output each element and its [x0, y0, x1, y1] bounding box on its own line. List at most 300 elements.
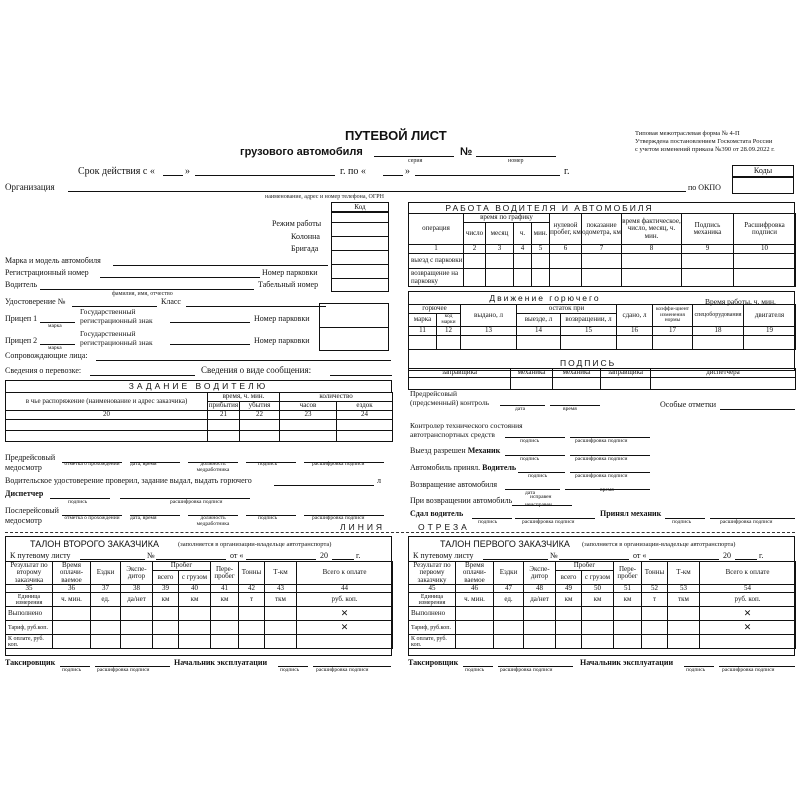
th-hours: ч. [514, 223, 532, 245]
time-caption: время [563, 406, 577, 412]
cell[interactable] [693, 336, 744, 350]
carrier-field[interactable] [90, 366, 195, 376]
accepted-text: Автомобиль принял. [410, 463, 481, 472]
validity-to-month-field[interactable] [415, 166, 560, 176]
quote: » [185, 166, 190, 177]
row-tariff: Тариф, руб.коп. [409, 621, 456, 635]
carrier-label: Сведения о перевозке: [5, 366, 82, 375]
cell[interactable] [179, 635, 211, 649]
cell[interactable] [682, 269, 734, 287]
cell[interactable] [486, 254, 514, 269]
cell[interactable] [614, 607, 642, 621]
coupon2-date-field[interactable] [246, 551, 316, 560]
year-label: 20 [723, 551, 731, 560]
cell[interactable] [582, 635, 614, 649]
th-handed: сдано, л [617, 305, 653, 327]
cell[interactable] [464, 269, 486, 287]
col-num: 15 [561, 327, 617, 336]
decode-caption: расшифровка подписи [312, 515, 365, 521]
cell[interactable] [211, 635, 239, 649]
th-total-mileage: всего [153, 571, 179, 585]
col-num: 48 [524, 585, 556, 593]
unit: т [239, 593, 265, 607]
th-issued: выдано, л [461, 305, 517, 327]
cell[interactable] [265, 621, 297, 635]
pre-control-date-field[interactable] [500, 396, 545, 406]
no-label: № [147, 551, 155, 560]
dispatcher-label: Диспетчер [5, 489, 44, 498]
col-num: 24 [337, 411, 393, 420]
exit-allowed-label [410, 446, 500, 455]
cut-label-right: ОТРЕЗА [418, 522, 470, 532]
unit: ткм [668, 593, 700, 607]
cell[interactable] [265, 635, 297, 649]
th-result: 35 [6, 585, 53, 593]
cell[interactable] [121, 635, 153, 649]
accepted-decode-field[interactable] [570, 463, 650, 473]
validity-from-label: Срок действия с « [78, 166, 155, 177]
row-done: Выполнено [409, 607, 456, 621]
trailer1-reg-field[interactable] [170, 314, 250, 323]
cell[interactable] [153, 621, 179, 635]
th-trips: ездок [337, 402, 393, 411]
signatures-table [408, 368, 796, 390]
cell[interactable] [734, 254, 796, 269]
coupon1-date-field[interactable] [649, 551, 719, 560]
unit: т [642, 593, 668, 607]
th-trips: Ездки [91, 562, 121, 585]
park-number-label: Номер парковки [254, 336, 310, 345]
coupon2-table [5, 561, 393, 649]
taxi-sign-field[interactable] [463, 658, 493, 667]
task-title: ЗАДАНИЕ ВОДИТЕЛЮ [5, 380, 392, 392]
taxi-decode-field[interactable] [498, 658, 573, 667]
mechanic-text: Механик [467, 446, 501, 455]
cell[interactable] [524, 607, 556, 621]
trailer2-brand-field[interactable] [40, 336, 75, 345]
escort-label: Сопровождающие лица: [5, 351, 88, 360]
row-return: возвращение на парковку [409, 269, 464, 287]
tech-decode-field[interactable] [570, 428, 650, 438]
cell[interactable] [486, 269, 514, 287]
trailer1-brand-field[interactable] [40, 314, 75, 323]
sign-caption: подпись [280, 667, 300, 673]
sign-caption: подпись [465, 667, 485, 673]
cell[interactable] [437, 336, 461, 350]
coupon2-note: (заполняется в организации-владельце автотранспорта) [178, 541, 332, 548]
cell[interactable] [582, 254, 622, 269]
exit-sign-field[interactable] [505, 446, 565, 456]
divider [331, 250, 389, 251]
message-field[interactable] [330, 366, 392, 376]
unit: руб. коп. [297, 593, 393, 607]
cell[interactable] [642, 635, 668, 649]
decode-caption: расшифровка подписи [575, 438, 628, 444]
col-num: 11 [409, 327, 437, 336]
handed-driver-label: Сдал водитель [410, 509, 464, 518]
approval-line: Утверждена постановлением Госкомстата России [635, 138, 773, 145]
trailer2-reg-field[interactable] [170, 336, 250, 345]
codes-header: Коды [732, 165, 794, 177]
cell[interactable] [653, 336, 693, 350]
unit: да/нет [121, 593, 153, 607]
cell[interactable] [179, 621, 211, 635]
cell[interactable] [517, 336, 561, 350]
cell[interactable] [582, 621, 614, 635]
col-num: 6 [550, 245, 582, 254]
position-caption: должность медработника [196, 515, 230, 527]
class-field[interactable] [186, 297, 326, 307]
cell[interactable] [239, 621, 265, 635]
fuel-table [408, 304, 796, 350]
row-done: Выполнено [6, 607, 53, 621]
cross-icon: ✕ [297, 607, 393, 621]
cell[interactable] [456, 621, 494, 635]
cell[interactable] [524, 621, 556, 635]
th-overrun: Пере-пробег [211, 562, 239, 585]
took-decode-field[interactable] [710, 509, 795, 519]
license-check-label: Водительское удостоверение проверил, задание выдал, выдать горючего [5, 476, 252, 485]
code-box [331, 212, 389, 292]
sign-caption: подпись [478, 519, 498, 525]
cell[interactable] [514, 254, 532, 269]
number-caption: номер [508, 158, 524, 164]
decode-caption: расшифровка подписи [170, 499, 223, 505]
cell[interactable] [239, 635, 265, 649]
datetime-caption: дата, время [130, 515, 157, 521]
handed-sign-field[interactable] [472, 509, 512, 519]
chief-decode-field[interactable] [313, 658, 391, 667]
cell[interactable] [668, 621, 700, 635]
work-table [408, 213, 796, 287]
cross-icon: ✕ [297, 621, 393, 635]
coupon1-sheet-field[interactable] [483, 551, 548, 560]
taxi-label: Таксировщик [5, 658, 56, 667]
col-num: 16 [617, 327, 653, 336]
exit-allowed-text: Выезд разрешен [410, 446, 466, 455]
cell[interactable] [153, 607, 179, 621]
date-caption: дата [515, 406, 526, 412]
unit: км [556, 593, 582, 607]
driver-label: Водитель [5, 280, 38, 289]
cell[interactable] [409, 336, 437, 350]
cell[interactable] [601, 378, 651, 390]
divider [331, 278, 389, 279]
cell[interactable] [614, 635, 642, 649]
car-model-field[interactable] [113, 256, 328, 266]
cell[interactable] [651, 378, 796, 390]
cell[interactable] [121, 607, 153, 621]
th-tons: Тонны [642, 562, 668, 585]
col-num: 49 [556, 585, 582, 593]
coupon1-note: (заполняется в организации-владельце автотранспорта) [582, 541, 736, 548]
pre-control-time-field[interactable] [550, 396, 600, 406]
cell[interactable] [494, 621, 524, 635]
col-num: 36 [53, 585, 91, 593]
cell[interactable] [642, 621, 668, 635]
position-caption: должность медработника [196, 461, 230, 473]
driver-field[interactable] [40, 280, 254, 290]
date-caption: дата [525, 490, 536, 496]
cell[interactable] [239, 607, 265, 621]
col-num: 54 [700, 585, 796, 593]
cell[interactable] [622, 269, 682, 287]
cell[interactable] [409, 378, 511, 390]
col-num: 38 [121, 585, 153, 593]
col-num: 46 [456, 585, 494, 593]
sign-caption: подпись [520, 456, 540, 462]
escort-field[interactable] [96, 351, 391, 361]
class-label: Класс [161, 297, 181, 306]
work-mode-label: Режим работы [272, 219, 322, 228]
validity-day-field[interactable] [163, 166, 183, 176]
cell[interactable] [582, 607, 614, 621]
returned-date-field[interactable] [505, 480, 560, 490]
taxi-sign-field[interactable] [60, 658, 90, 667]
cell[interactable] [556, 635, 582, 649]
cell[interactable] [456, 635, 494, 649]
cell[interactable] [297, 635, 393, 649]
cell[interactable] [511, 378, 553, 390]
special-marks-label: Особые отметки [660, 400, 716, 409]
accepted-sign-field[interactable] [518, 463, 565, 473]
cell[interactable] [532, 254, 550, 269]
cell[interactable] [682, 254, 734, 269]
col-num: 39 [153, 585, 179, 593]
form-approval [635, 130, 800, 154]
cell[interactable] [179, 607, 211, 621]
unit: км [614, 593, 642, 607]
dispatcher-sign-field[interactable] [50, 489, 110, 499]
cell[interactable] [208, 420, 240, 431]
from-label: от « [230, 551, 244, 560]
cell[interactable] [280, 420, 337, 431]
cell[interactable] [91, 621, 121, 635]
cell[interactable] [642, 607, 668, 621]
th-paid-time: Время оплачи-ваемое [456, 562, 494, 585]
cell[interactable] [91, 635, 121, 649]
cell[interactable] [53, 621, 91, 635]
org-caption: наименование, адрес и номер телефона, ОГРН [265, 194, 384, 200]
fuel-issue-field[interactable] [274, 476, 374, 486]
trailer2-label: Прицеп 2 [5, 336, 38, 345]
decode-caption: расшифровка подписи [575, 456, 628, 462]
decode-caption: расшифровка подписи [575, 473, 628, 479]
col-num: 3 [486, 245, 514, 254]
decode-caption: расшифровка подписи [316, 667, 369, 673]
th-brand: марка [409, 314, 437, 327]
cell[interactable] [622, 254, 682, 269]
cell[interactable] [582, 269, 622, 287]
coupon1-year-field[interactable] [735, 551, 757, 560]
tab-number-label: Табельный номер [258, 280, 319, 289]
th-loaded: с грузом [179, 571, 211, 585]
cell[interactable] [617, 336, 653, 350]
col-num: 42 [239, 585, 265, 593]
number-field[interactable] [476, 146, 556, 157]
series-field[interactable] [374, 146, 454, 157]
cell[interactable] [553, 378, 601, 390]
validity-to-day-field[interactable] [383, 166, 403, 176]
broken-caption: неисправен [525, 502, 552, 508]
chief-sign-field[interactable] [684, 658, 714, 667]
cell[interactable] [6, 431, 208, 442]
signatures-title: ПОДПИСЬ [560, 358, 617, 368]
sign-caption: подпись [672, 519, 692, 525]
exit-decode-field[interactable] [570, 446, 650, 456]
col-num: 19 [744, 327, 796, 336]
th-result: Результат по второму заказчика [6, 562, 53, 585]
to-sheet-label: К путевому листу [10, 551, 71, 560]
col-num: 13 [461, 327, 517, 336]
chief-label: Начальник эксплуатации [580, 658, 674, 667]
cell[interactable] [208, 431, 240, 442]
th-leave: убытия [240, 402, 280, 411]
sig-dispatcher: диспетчера [651, 369, 796, 378]
unit: км [211, 593, 239, 607]
th-tkm: Т-км [265, 562, 297, 585]
th-code: код марки [437, 314, 461, 327]
cell[interactable] [744, 336, 796, 350]
cell[interactable] [734, 269, 796, 287]
license-field[interactable] [72, 297, 157, 307]
th-time-schedule: время по графику [464, 214, 550, 223]
post-med-label: Послерейсовый медосмотр [5, 506, 59, 525]
unit: км [179, 593, 211, 607]
coupon1-no-field[interactable] [559, 551, 629, 560]
special-marks-field[interactable] [720, 400, 795, 410]
coupon1-title: ТАЛОН ПЕРВОГО ЗАКАЗЧИКА [440, 539, 570, 549]
th-exit: выезде, л [517, 314, 561, 327]
coupon2-sheet-field[interactable] [80, 551, 145, 560]
column-label: Колонна [291, 232, 320, 241]
unit: ткм [265, 593, 297, 607]
cell[interactable] [550, 269, 582, 287]
cell[interactable] [280, 431, 337, 442]
fixed-caption: исправен [530, 494, 552, 500]
tech-control-label: Контролер технического состояния автотранспортных средств [410, 421, 523, 439]
cell[interactable] [524, 635, 556, 649]
cell[interactable] [668, 607, 700, 621]
cell[interactable] [240, 431, 280, 442]
cell[interactable] [91, 607, 121, 621]
col-num: 22 [240, 411, 280, 420]
cell[interactable] [6, 420, 208, 431]
coupon2-year-field[interactable] [332, 551, 354, 560]
unit: ч. мин. [53, 593, 91, 607]
cell[interactable] [532, 269, 550, 287]
to-sheet-label: К путевому листу [413, 551, 474, 560]
col-num: 23 [280, 411, 337, 420]
cell[interactable] [211, 621, 239, 635]
code-header: Код [331, 202, 389, 212]
took-sign-field[interactable] [665, 509, 705, 519]
th-mileage: Пробег [153, 562, 211, 571]
cell[interactable] [556, 621, 582, 635]
reg-number-field[interactable] [100, 268, 260, 278]
tech-sign-field[interactable] [505, 428, 565, 438]
divider [319, 327, 389, 328]
cell[interactable] [494, 607, 524, 621]
cell[interactable] [668, 635, 700, 649]
park-number-label: Номер парковки [254, 314, 310, 323]
handed-decode-field[interactable] [515, 509, 595, 519]
liter-label: л [377, 476, 381, 485]
row-to-pay: К оплате, руб. коп. [409, 635, 456, 649]
sign-caption: подпись [520, 438, 540, 444]
okpo-label: по ОКПО [688, 183, 721, 192]
coupon2-no-field[interactable] [156, 551, 226, 560]
cell[interactable] [550, 254, 582, 269]
col-num: 7 [582, 245, 622, 254]
cell[interactable] [53, 607, 91, 621]
cell[interactable] [121, 621, 153, 635]
cell[interactable] [240, 420, 280, 431]
chief-sign-field[interactable] [278, 658, 308, 667]
sign-caption: подпись [68, 499, 88, 505]
th-paid-time: Время оплачи-ваемое [53, 562, 91, 585]
cell[interactable] [337, 420, 393, 431]
th-actual-time: время фактическое, число, месяц, ч. мин. [622, 214, 682, 245]
chief-decode-field[interactable] [719, 658, 795, 667]
cell[interactable] [514, 269, 532, 287]
sign-caption: подпись [258, 515, 278, 521]
g-label: г. [759, 551, 764, 560]
taxi-label: Таксировщик [408, 658, 459, 667]
cell[interactable] [456, 607, 494, 621]
col-num: 4 [514, 245, 532, 254]
brand-caption: марка [48, 345, 62, 351]
fuel-title: Движение горючего [489, 293, 601, 303]
cell[interactable] [700, 635, 796, 649]
sign-caption: подпись [686, 667, 706, 673]
reg-number-label: Регистрационный номер [5, 268, 89, 277]
chief-label: Начальник эксплуатации [174, 658, 268, 667]
approval-line: Типовая межотраслевая форма № 4-П [635, 130, 740, 137]
okpo-code-field[interactable] [732, 177, 794, 194]
decode-caption: расшифровка подписи [97, 667, 150, 673]
col-num: 43 [265, 585, 297, 593]
cell[interactable] [153, 635, 179, 649]
returned-label: Возвращение автомобиля [410, 480, 498, 489]
cell[interactable] [265, 607, 297, 621]
park-number-label: Номер парковки [262, 268, 318, 277]
th-min: мин. [532, 223, 550, 245]
sig-fueler: заправщика [409, 369, 511, 378]
cell[interactable] [461, 336, 517, 350]
cell[interactable] [53, 635, 91, 649]
cell[interactable] [464, 254, 486, 269]
cell[interactable] [614, 621, 642, 635]
taxi-decode-field[interactable] [95, 658, 170, 667]
unit: ед. [494, 593, 524, 607]
th-qty: количество [280, 393, 393, 402]
validity-month-field[interactable] [195, 166, 335, 176]
row-tariff: Тариф, руб.коп. [6, 621, 53, 635]
dispatcher-decode-field[interactable] [120, 489, 250, 499]
col-num: 17 [653, 327, 693, 336]
sign-caption: подпись [62, 667, 82, 673]
cell[interactable] [211, 607, 239, 621]
cell[interactable] [556, 607, 582, 621]
sig-mechanic: механика [511, 369, 553, 378]
org-field[interactable] [68, 182, 686, 192]
time-caption: время [600, 487, 614, 493]
cell[interactable] [561, 336, 617, 350]
th-return: возвращении, л [561, 314, 617, 327]
cell[interactable] [337, 431, 393, 442]
cell[interactable] [494, 635, 524, 649]
